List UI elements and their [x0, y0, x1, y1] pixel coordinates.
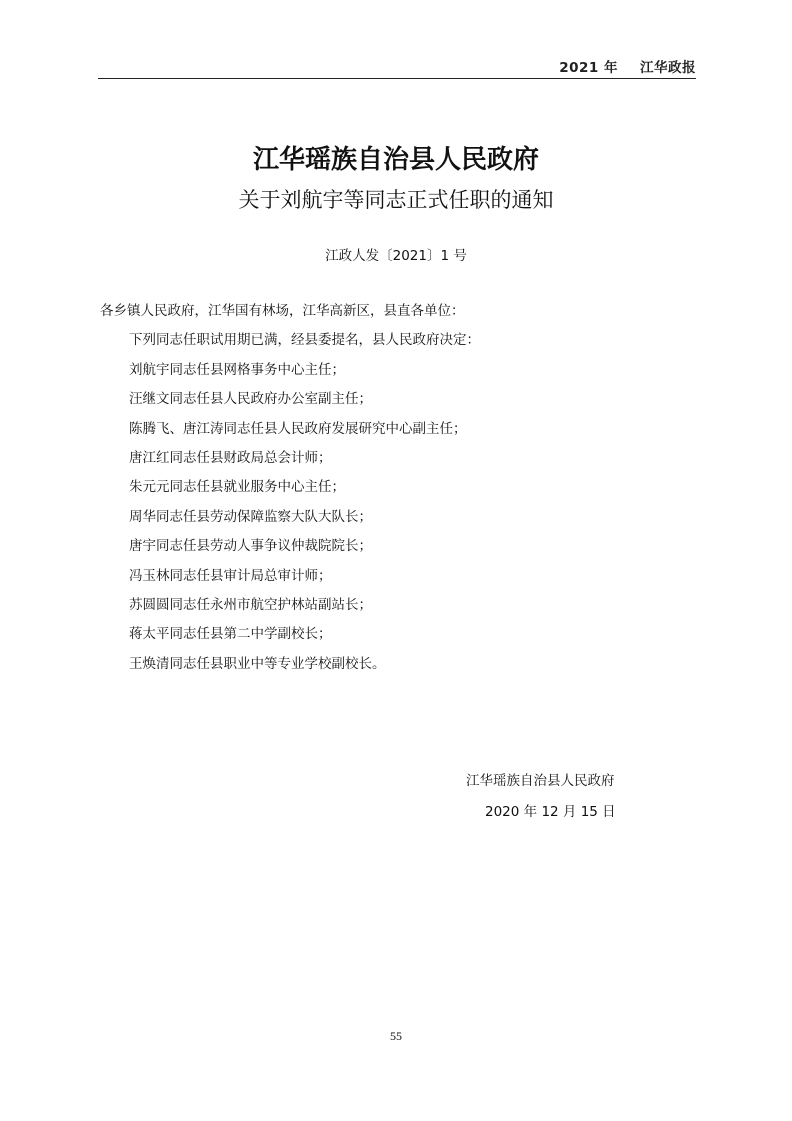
appointment-item: 唐宇同志任县劳动人事争议仲裁院院长；: [129, 538, 372, 555]
salutation: 各乡镇人民政府，江华国有林场，江华高新区，县直各单位：: [100, 303, 465, 319]
appointment-item: 蒋太平同志任县第二中学副校长；: [129, 626, 332, 643]
issuing-organization: 江华瑶族自治县人民政府: [466, 773, 615, 789]
appointment-item: 唐江红同志任县财政局总会计师；: [129, 449, 332, 466]
document-title: 江华瑶族自治县人民政府: [252, 145, 539, 175]
appointment-item: 苏圆圆同志任永州市航空护林站副站长；: [129, 596, 372, 613]
appointment-item: 冯玉林同志任县审计局总审计师；: [129, 567, 332, 584]
header-year: 2021 年: [559, 60, 618, 76]
header-text: [559, 56, 696, 76]
running-header: [98, 56, 696, 79]
header-publication: 江华政报: [640, 60, 696, 76]
appointment-item: 王焕清同志任县职业中等专业学校副校长。: [129, 655, 386, 672]
signature-block: [466, 770, 616, 823]
appointment-item: 陈腾飞、唐江涛同志任县人民政府发展研究中心副主任；: [129, 420, 467, 437]
appointment-item: 周华同志任县劳动保障监察大队大队长；: [129, 508, 372, 525]
intro-paragraph: 下列同志任职试用期已满，经县委提名，县人民政府决定：: [129, 332, 480, 349]
document-subtitle: 关于刘航宇等同志正式任职的通知: [238, 188, 554, 212]
page-number: 55: [390, 1029, 402, 1043]
document-number: 江政人发〔2021〕1 号: [325, 248, 467, 264]
notice-body: [100, 300, 700, 682]
appointment-item: 汪继文同志任县人民政府办公室副主任；: [129, 391, 372, 408]
issue-date: 2020 年 12 月 15 日: [485, 804, 616, 820]
appointment-item: 刘航宇同志任县网格事务中心主任；: [129, 361, 345, 378]
appointment-item: 朱元元同志任县就业服务中心主任；: [129, 479, 345, 496]
